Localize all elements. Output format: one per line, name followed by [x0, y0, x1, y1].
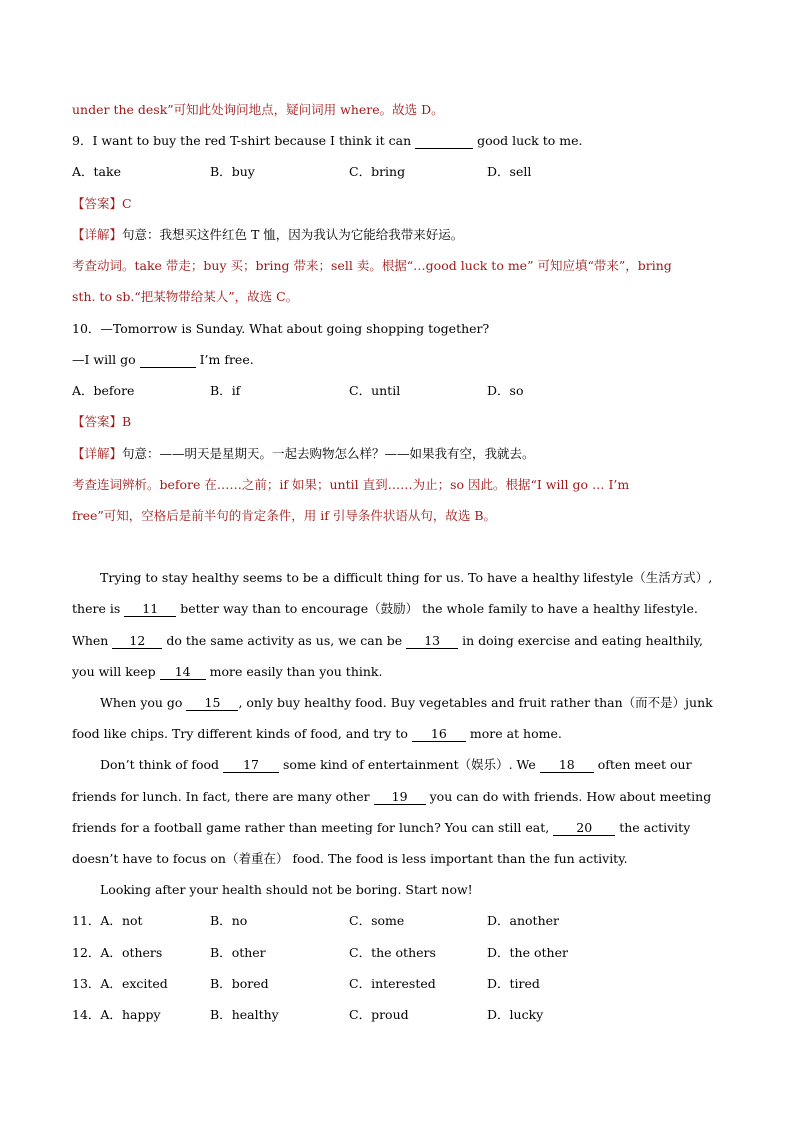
q9-option-b: B．buy [210, 164, 255, 179]
passage-p1-line4: you will keep 14 more easily than you think. [72, 664, 383, 679]
passage-p2-line2: food like chips. Try different kinds of food, and try to 16 more at home. [72, 726, 562, 741]
q10-option-c: C．until [349, 383, 401, 398]
q10-option-a: A．before [72, 383, 135, 398]
q11-option-d: D．another [487, 913, 560, 928]
q10-detail-line2: 考查连词辨析。before 在……之前；if 如果；until 直到……为止；so 因此。根据“I will go … I’m [72, 477, 630, 492]
q9-detail-line2: 考查动词。take 带走；buy 买；bring 带来；sell 卖。根据“…good luck to me” 可知应填“带来”，bring [72, 258, 672, 273]
q12-option-d: D．the other [487, 945, 568, 960]
blank-17: 17 [223, 758, 279, 773]
q13-option-d: D．tired [487, 976, 540, 991]
blank-16: 16 [412, 727, 466, 742]
q10-line2: —I will go I’m free. [72, 352, 254, 367]
passage-p1-line3: When 12 do the same activity as us, we can be 13 in doing exercise and eating healthily, [72, 633, 704, 648]
q13-option-b: B．bored [210, 976, 269, 991]
passage-p3-line1: Don’t think of food 17 some kind of entertainment（娱乐）. We 18 often meet our [100, 757, 692, 772]
q14-option-a: 14．A．happy [72, 1007, 161, 1022]
q13-option-a: 13．A．excited [72, 976, 168, 991]
q9-text-before: I want to buy the red T-shirt because I think it can [92, 133, 412, 148]
q10-detail-line3: free”可知，空格后是前半句的肯定条件，用 if 引导条件状语从句，故选 B。 [72, 508, 497, 523]
q9-text-after: good luck to me. [477, 133, 583, 148]
blank-13: 13 [406, 634, 458, 649]
blank-12: 12 [112, 634, 162, 649]
q14-option-c: C．proud [349, 1007, 409, 1022]
q10-detail-line1: 【详解】句意：——明天是星期天。一起去购物怎么样？——如果我有空，我就去。 [72, 446, 535, 461]
q9-blank [415, 134, 473, 149]
passage-p4: Looking after your health should not be boring. Start now! [100, 882, 473, 897]
passage-p1-line2: there is 11 better way than to encourage（鼓励） the whole family to have a healthy lifestyle. [72, 601, 698, 616]
passage-p3-line2: friends for lunch. In fact, there are many other 19 you can do with friends. How about meeting [72, 789, 712, 804]
q11-option-a: 11．A．not [72, 913, 143, 928]
prev-explanation-tail: under the desk”可知此处询问地点，疑问词用 where。故选 D。 [72, 102, 444, 117]
passage-p2-line1: When you go 15 , only buy healthy food. Buy vegetables and fruit rather than（而不是）junk [100, 695, 713, 710]
q14-option-d: D．lucky [487, 1007, 544, 1022]
blank-18: 18 [540, 758, 594, 773]
q10-option-d: D．so [487, 383, 524, 398]
q9-stem [72, 133, 582, 149]
q12-option-a: 12．A．others [72, 945, 163, 960]
q9-detail-line3: sth. to sb.“把某物带给某人”，故选 C。 [72, 289, 299, 304]
q9-option-d: D．sell [487, 164, 532, 179]
q10-option-b: B．if [210, 383, 241, 398]
q9-option-c: C．bring [349, 164, 406, 179]
blank-11: 11 [124, 602, 176, 617]
q14-option-b: B．healthy [210, 1007, 279, 1022]
q11-option-b: B．no [210, 913, 248, 928]
q12-option-b: B．other [210, 945, 266, 960]
blank-19: 19 [374, 790, 426, 805]
passage-p1-line1: Trying to stay healthy seems to be a difficult thing for us. To have a healthy lifestyle（生活方式）, [100, 570, 713, 585]
blank-20: 20 [553, 821, 615, 836]
blank-14: 14 [160, 665, 206, 680]
q10-blank [140, 353, 196, 368]
passage-p3-line4: doesn’t have to focus on（着重在） food. The food is less important than the fun activity. [72, 851, 628, 866]
q11-option-c: C．some [349, 913, 405, 928]
q9-answer: 【答案】C [72, 196, 132, 211]
q9-detail-line1: 【详解】句意：我想买这件红色 T 恤，因为我认为它能给我带来好运。 [72, 227, 464, 242]
q9-option-a: A．take [72, 164, 121, 179]
q9-number: 9． [72, 133, 93, 148]
q13-option-c: C．interested [349, 976, 436, 991]
q10-answer: 【答案】B [72, 414, 132, 429]
blank-15: 15 [186, 696, 238, 711]
q10-line1: 10．—Tomorrow is Sunday. What about going shopping together? [72, 321, 490, 336]
q12-option-c: C．the others [349, 945, 436, 960]
passage-p3-line3: friends for a football game rather than meeting for lunch? You can still eat, 20 the activity [72, 820, 691, 835]
